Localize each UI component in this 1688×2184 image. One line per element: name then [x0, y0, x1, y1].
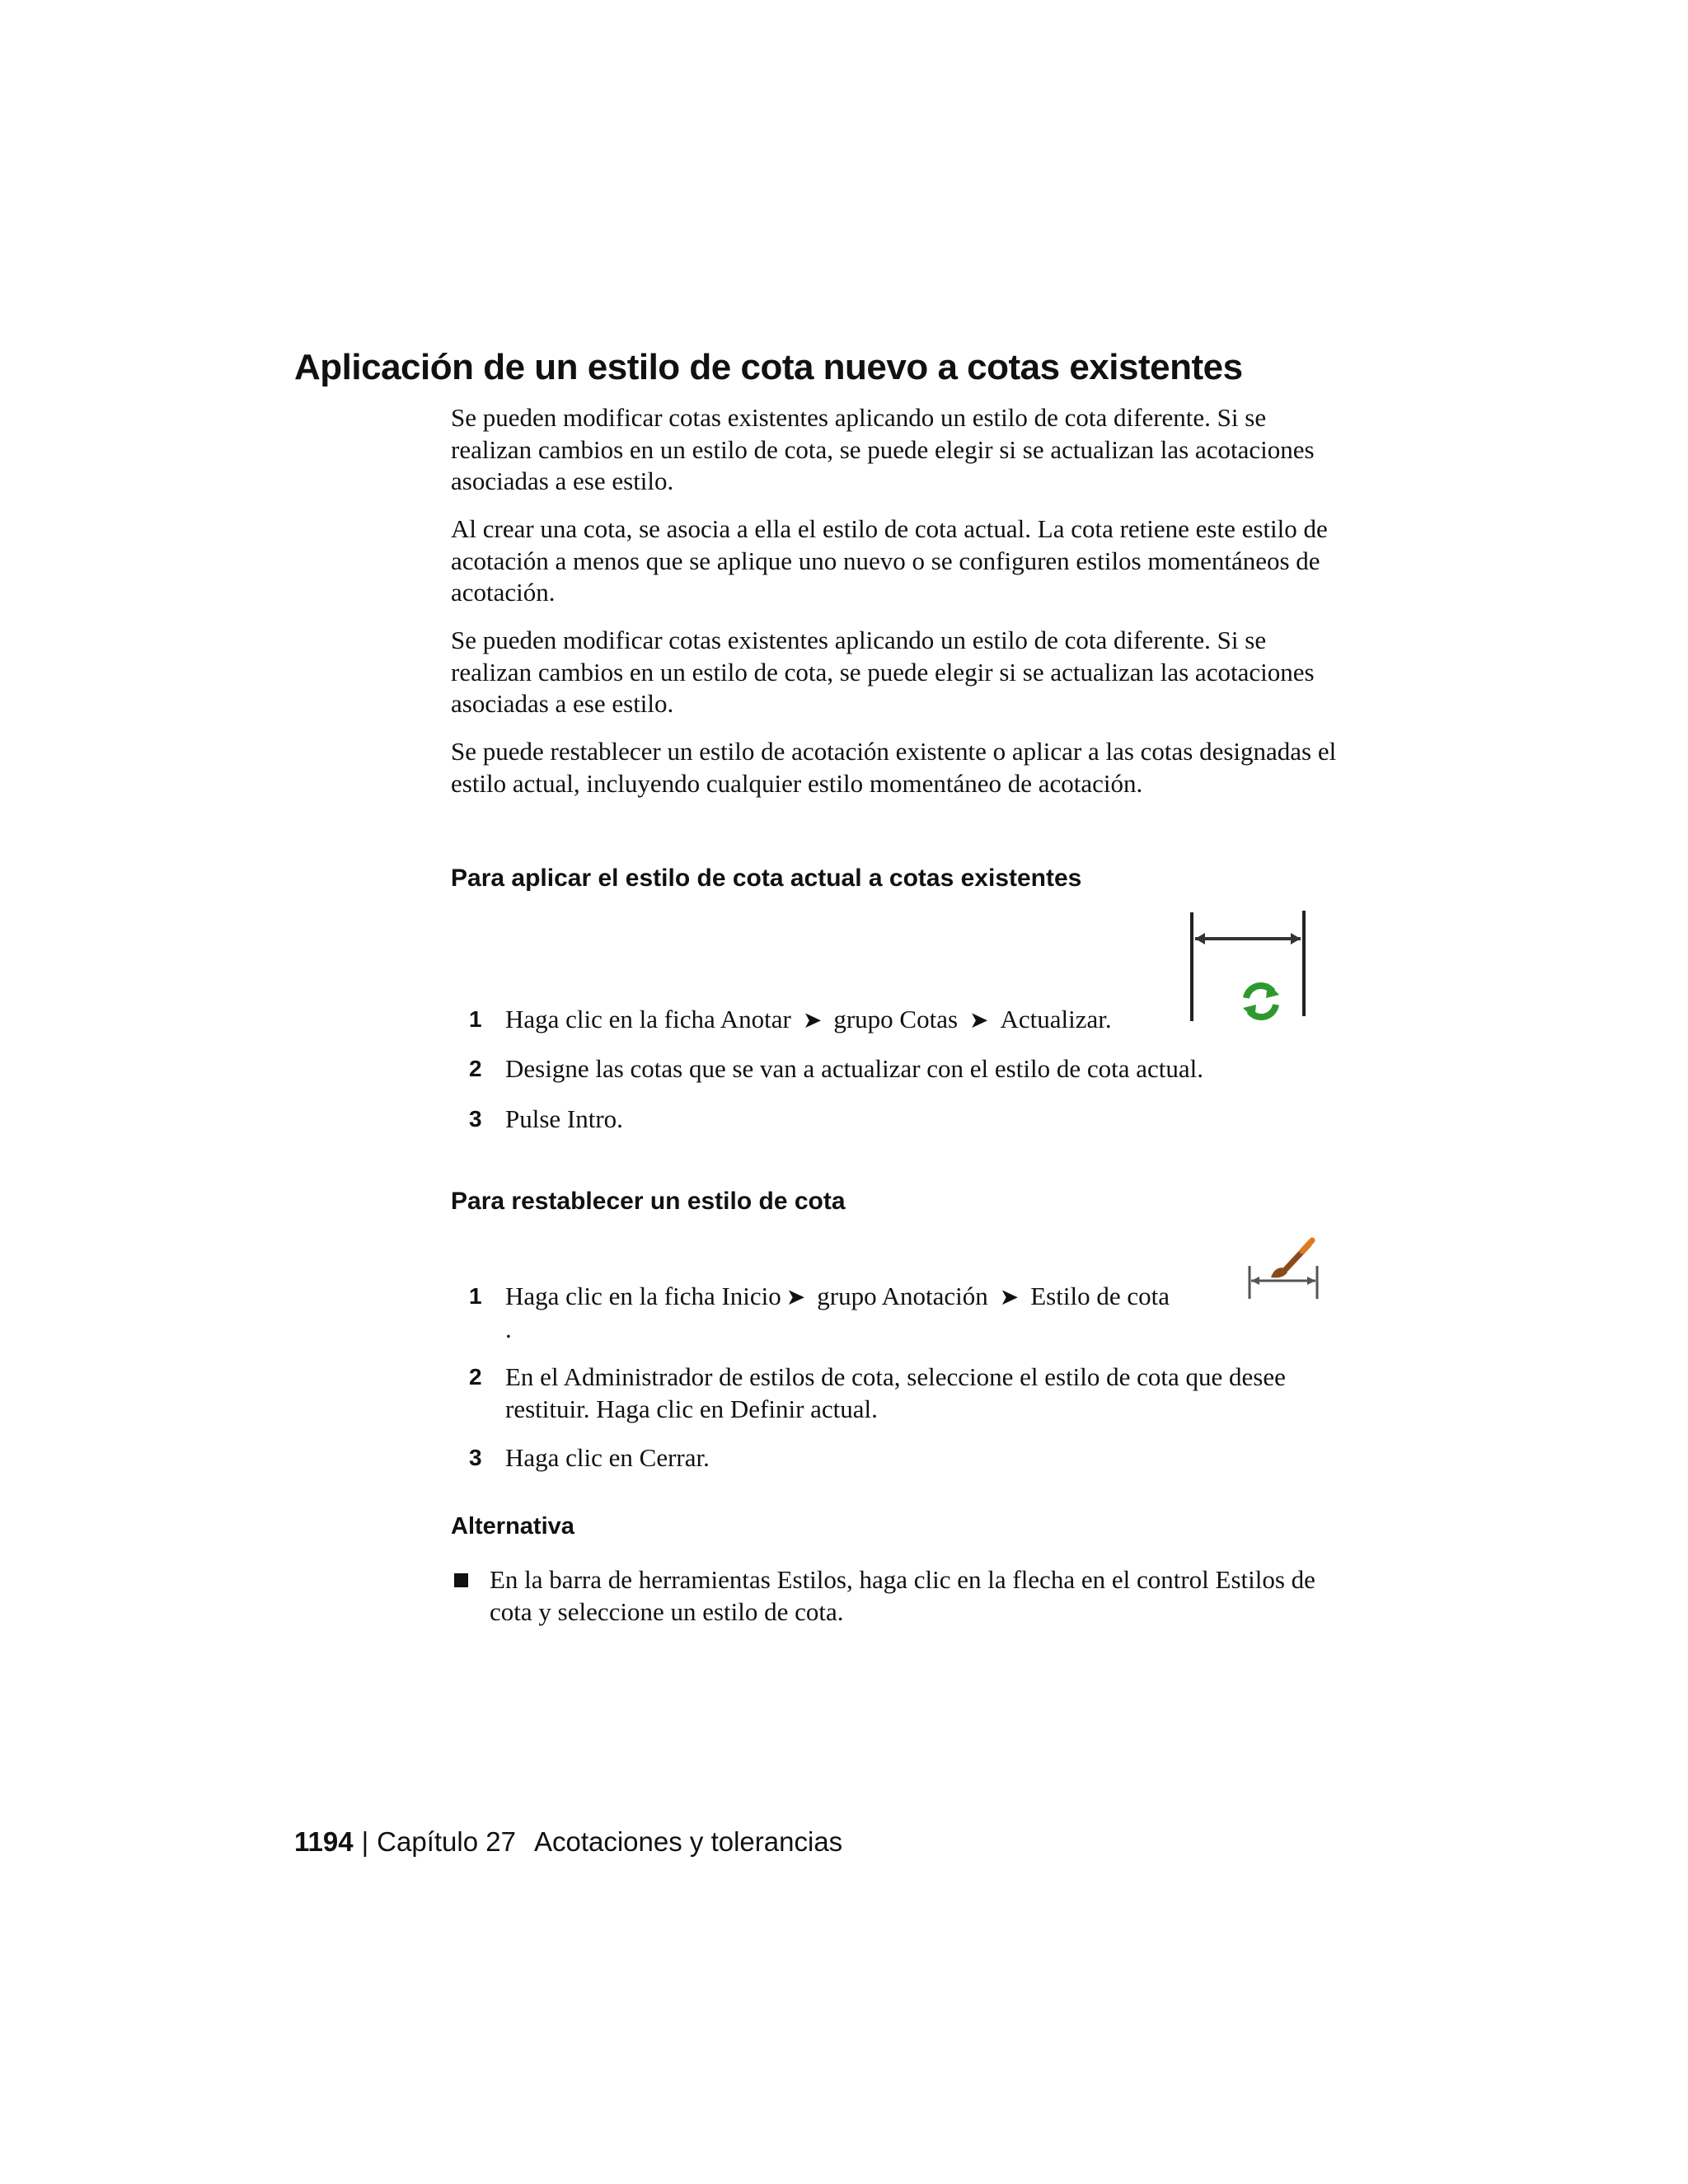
arrow-right-icon: ➤ [969, 1006, 989, 1033]
step-part: Haga clic en la ficha Anotar [505, 1005, 791, 1033]
step-restore-2 [451, 1361, 1341, 1427]
section-heading-apply: Para aplicar el estilo de cota actual a cotas existentes [451, 865, 1082, 892]
dimension-style-icon [1246, 1236, 1320, 1302]
arrow-right-icon: ➤ [802, 1006, 823, 1033]
step-part: grupo Anotación [817, 1282, 988, 1310]
paragraph-2: Al crear una cota, se asocia a ella el estilo de cota actual. La cota retiene este estilo de acotación a menos que se aplique uno nuevo o se configuren estilos momentáneos de acotación. [451, 514, 1328, 607]
step-text: En el Administrador de estilos de cota, seleccione el estilo de cota que desee restituir. Haga clic en Definir actual. [505, 1362, 1286, 1423]
chapter-number: Capítulo 27 [377, 1826, 516, 1857]
step-part: Estilo de cota [1030, 1282, 1170, 1310]
dimension-update-icon [1189, 909, 1311, 1024]
arrow-right-icon: ➤ [785, 1283, 806, 1310]
step-apply-2 [451, 1053, 1341, 1086]
bullet-item [451, 1564, 1341, 1630]
step-restore-3 [451, 1442, 1341, 1475]
footer-separator: | [361, 1826, 369, 1857]
page-footer [294, 1825, 842, 1858]
step-part: grupo Cotas [833, 1005, 959, 1033]
step-part: . [505, 1314, 512, 1343]
chapter-title: Acotaciones y tolerancias [533, 1826, 843, 1857]
paragraph-4: Se puede restablecer un estilo de acotación existente o aplicar a las cotas designadas el estilo actual, incluyendo cualquier estilo momentáneo de acotación. [451, 737, 1337, 798]
step-text: Pulse Intro. [505, 1104, 623, 1133]
step-number: 2 [469, 1056, 482, 1081]
step-text: Designe las cotas que se van a actualizar con el estilo de cota actual. [505, 1054, 1203, 1083]
bullet-text: En la barra de herramientas Estilos, haga clic en la flecha en el control Estilos de cota y seleccione un estilo de cota. [490, 1565, 1315, 1626]
paragraph-1: Se pueden modificar cotas existentes aplicando un estilo de cota diferente. Si se realizan cambios en un estilo de cota, se puede elegir si se actualizan las acotaciones asociadas a ese estilo. [451, 403, 1315, 495]
paragraph-3: Se pueden modificar cotas existentes aplicando un estilo de cota diferente. Si se realizan cambios en un estilo de cota, se puede elegir si se actualizan las acotaciones asociadas a ese estilo. [451, 626, 1315, 718]
arrow-right-icon: ➤ [999, 1283, 1020, 1310]
step-part: Actualizar. [1000, 1005, 1112, 1033]
step-text: Haga clic en Cerrar. [505, 1443, 710, 1472]
alternative-heading: Alternativa [451, 1513, 574, 1540]
step-apply-3 [451, 1104, 1341, 1137]
step-number: 3 [469, 1445, 482, 1470]
step-number: 3 [469, 1106, 482, 1132]
step-number: 1 [469, 1283, 482, 1309]
step-number: 1 [469, 1006, 482, 1032]
bullet-square-icon [454, 1573, 468, 1587]
step-number: 2 [469, 1364, 482, 1390]
step-part: Haga clic en la ficha Inicio [505, 1282, 781, 1310]
step-restore-1 [451, 1281, 1341, 1347]
step-text [505, 1281, 1338, 1345]
page-title: Aplicación de un estilo de cota nuevo a cotas existentes [294, 347, 1243, 387]
page-number: 1194 [294, 1826, 354, 1857]
section-heading-restore: Para restablecer un estilo de cota [451, 1188, 846, 1215]
